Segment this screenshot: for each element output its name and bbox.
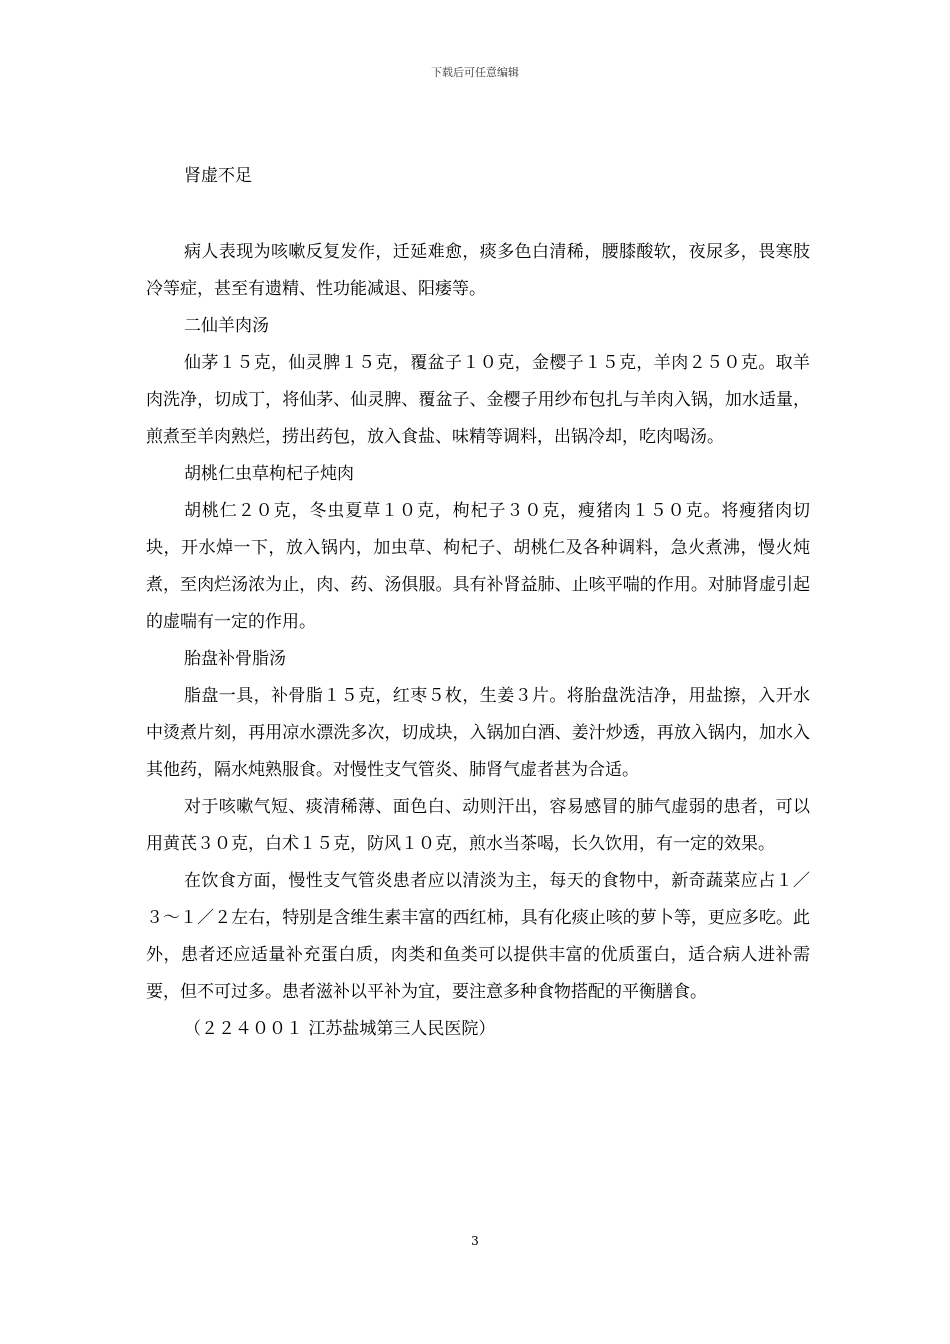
recipe-title: 胎盘补骨脂汤 <box>184 649 286 669</box>
source-attribution: （２２４００１ 江苏盐城第三人民医院） <box>184 1019 496 1039</box>
page-number: 3 <box>471 1234 479 1248</box>
section-title: 肾虚不足 <box>184 166 252 186</box>
recipe-body: 胡桃仁２０克，冬虫夏草１０克，枸杞子３０克，瘦猪肉１５０克。将瘦猪肉切块，开水焯一下，放入锅内，加虫草、枸杞子、胡桃仁及各种调料，急火煮沸，慢火炖煮，至肉烂汤浓为止，肉、药、汤俱服。具有补肾益肺、止咳平喘的作用。对肺肾虚引起的虚喘有一定的作用。 <box>146 501 810 632</box>
spacer <box>146 192 810 234</box>
qi-deficiency-paragraph: 对于咳嗽气短、痰清稀薄、面色白、动则汗出，容易感冒的肺气虚弱的患者，可以用黄芪３０克，白术１５克，防风１０克，煎水当茶喝，长久饮用，有一定的效果。 <box>146 797 810 854</box>
recipe-title: 胡桃仁虫草枸杞子炖肉 <box>184 464 354 484</box>
diet-paragraph: 在饮食方面，慢性支气管炎患者应以清淡为主，每天的食物中，新奇蔬菜应占１／３～１／２左右，特别是含维生素丰富的西红柿，具有化痰止咳的萝卜等，更应多吃。此外，患者还应适量补充蛋白质，肉类和鱼类可以提供丰富的优质蛋白，适合病人进补需要，但不可过多。患者滋补以平补为宜，要注意多种食物搭配的平衡膳食。 <box>146 871 810 1002</box>
document-body <box>146 160 810 1048</box>
recipe-body: 脂盘一具，补骨脂１５克，红枣５枚，生姜３片。将胎盘洗洁净，用盐擦，入开水中烫煮片刻，再用凉水漂洗多次，切成块，入锅加白酒、姜汁炒透，再放入锅内，加水入其他药，隔水炖熟服食。对慢性支气管炎、肺肾气虚者甚为合适。 <box>146 686 810 780</box>
section-intro: 病人表现为咳嗽反复发作，迁延难愈，痰多色白清稀，腰膝酸软，夜尿多，畏寒肢冷等症，甚至有遗精、性功能减退、阳痿等。 <box>146 242 810 299</box>
recipe-title: 二仙羊肉汤 <box>184 316 269 336</box>
recipe-body: 仙茅１５克，仙灵脾１５克，覆盆子１０克，金樱子１５克，羊肉２５０克。取羊肉洗净，切成丁，将仙茅、仙灵脾、覆盆子、金樱子用纱布包扎与羊肉入锅，加水适量，煎煮至羊肉熟烂，捞出药包，放入食盐、味精等调料，出锅冷却，吃肉喝汤。 <box>146 353 810 447</box>
page-header: 下载后可任意编辑 <box>431 66 519 79</box>
